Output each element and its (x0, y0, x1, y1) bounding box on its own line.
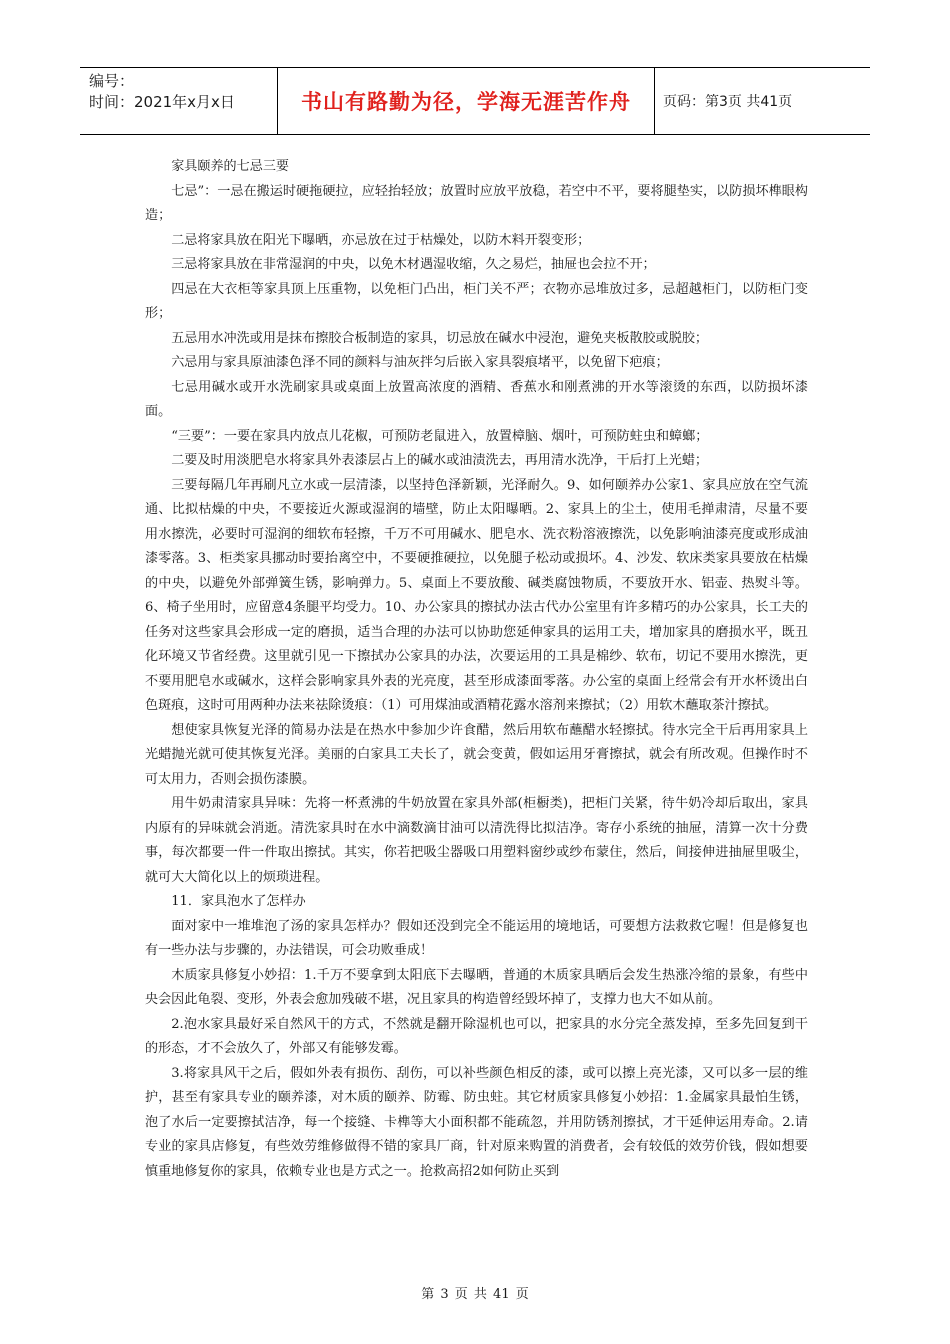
header-meta (80, 68, 278, 134)
paragraph: 面对家中一堆堆泡了汤的家具怎样办？假如还没到完全不能运用的境地话，可要想方法救救它喔！但是修复也有一些办法与步骤的，办法错误，可会功败垂成！ (145, 918, 808, 958)
paragraph: “三要”：一要在家具内放点儿花椒，可预防老鼠进入，放置樟脑、烟叶，可预防蛀虫和蟑螂； (171, 428, 709, 444)
header-motto: 书山有路勤为径，学海无涯苦作舟 (278, 68, 655, 134)
paragraph: 二要及时用淡肥皂水将家具外表漆层占上的碱水或油渍洗去，再用清水洗净，干后打上光蜡； (171, 453, 709, 468)
paragraph: 3.将家具风干之后，假如外表有损伤、刮伤，可以补些颜色相反的漆，或可以擦上亮光漆，又可以多一层的维护，甚至有家具专业的颐养漆，对木质的颐养、防霉、防虫蛀。其它材质家具修复小妙招：1.金属家具最怕生锈，泡了水后一定要擦拭洁净，每一个接缝、卡榫等大小面积都不能疏忽，并用防锈剂擦拭，才干延伸运用寿命。2.请专业的家具店修复，有些效劳维修做得不错的家具厂商，针对原来购置的消费者，会有较低的效劳价钱，假如想要慎重地修复你的家具，依赖专业也是方式之一。抢救高招2如何防止买到 (145, 1065, 808, 1179)
paragraph: 二忌将家具放在阳光下曝晒，亦忌放在过于枯燥处，以防木料开裂变形； (171, 232, 591, 248)
paragraph-title: 家具颐养的七忌三要 (171, 159, 290, 174)
header-page-number: 页码：第3页 共41页 (663, 94, 793, 110)
page-footer: 第 3 页 共 41 页 (421, 1287, 529, 1302)
paragraph: 三要每隔几年再刷凡立水或一层清漆，以坚持色泽新颖，光泽耐久。9、如何颐养办公家1、家具应放在空气流通、比拟枯燥的中央，不要接近火源或湿润的墙壁，防止太阳曝晒。2、家具上的尘土，使用毛掸肃清，尽量不要用水擦洗，必要时可湿润的细软布轻擦，千万不可用碱水、肥皂水、洗衣粉溶液擦洗，以免影响油漆亮度或形成油漆零落。3、柜类家具挪动时要抬离空中，不要硬推硬拉，以免腿子松动或损坏。4、沙发、软床类家具要放在枯燥的中央，以避免外部弹簧生锈，影响弹力。5、桌面上不要放酸、碱类腐蚀物质，不要放开水、铝壶、热熨斗等。6、椅子坐用时，应留意4条腿平均受力。10、办公家具的擦拭办法古代办公室里有许多精巧的办公家具，长工夫的任务对这些家具会形成一定的磨损，适当合理的办法可以协助您延伸家具的运用工夫，增加家具的磨损水平，既丑化环境又节省经费。这里就引见一下擦拭办公家具的办法，次要运用的工具是棉纱、软布，切记不要用水擦洗，更不要用肥皂水或碱水，这样会影响家具外表的光亮度，甚至形成漆面零落。办公室的桌面上经常会有开水杯烫出白色斑痕，这时可用两种办法来祛除烫痕：（1）可用煤油或酒精花露水溶剂来擦拭；（2）用软木蘸取茶汁擦拭。 (145, 477, 808, 713)
paragraph: 用牛奶肃清家具异味：先将一杯煮沸的牛奶放置在家具外部(柜橱类)，把柜门关紧，待牛奶冷却后取出，家具内原有的异味就会消逝。清洗家具时在水中滴数滴甘油可以清洗得比拟洁净。寄存小系统的抽屉，清算一次十分费事，每次都要一件一件取出擦拭。其实，你若把吸尘器吸口用塑料窗纱或纱布蒙住，然后，间接伸进抽屉里吸尘，就可大大简化以上的烦琐进程。 (145, 796, 808, 885)
paragraph: 木质家具修复小妙招：1.千万不要拿到太阳底下去曝晒，普通的木质家具晒后会发生热涨冷缩的景象，有些中央会因此龟裂、变形，外表会愈加残破不堪，况且家具的构造曾经毁坏掉了，支撑力也大不如从前。 (145, 967, 808, 1007)
paragraph: 三忌将家具放在非常湿润的中央，以免木材遇湿收缩，久之易烂，抽屉也会拉不开； (171, 257, 656, 272)
paragraph: 四忌在大衣柜等家具顶上压重物，以免柜门凸出，柜门关不严；衣物亦忌堆放过多，忌超越柜门，以防柜门变形； (145, 281, 808, 321)
paragraph: 2.泡水家具最好采自然风干的方式，不然就是翻开除湿机也可以，把家具的水分完全蒸发掉，至多先回复到干的形态，才不会放久了，外部又有能够发霉。 (145, 1016, 808, 1056)
time-label: 时间：2021年x月x日 (89, 93, 235, 111)
paragraph: 五忌用水冲洗或用是抹布擦胶合板制造的家具，切忌放在碱水中浸泡，避免夹板散胶或脱胶； (171, 330, 709, 346)
paragraph: 七忌用碱水或开水洗刷家具或桌面上放置高浓度的酒精、香蕉水和刚煮沸的开水等滚烫的东西，以防损坏漆面。 (145, 379, 808, 419)
number-label: 编号： (89, 72, 135, 90)
page-header (80, 67, 870, 135)
paragraph: 想使家具恢复光泽的简易办法是在热水中参加少许食醋，然后用软布蘸醋水轻擦拭。待水完全干后再用家具上光蜡抛光就可使其恢复光泽。美丽的白家具工夫长了，就会变黄，假如运用牙膏擦拭，就会有所改观。但操作时不可太用力，否则会损伤漆膜。 (145, 722, 808, 787)
paragraph: 六忌用与家具原油漆色泽不同的颜料与油灰拌匀后嵌入家具裂痕堵平，以免留下疤痕； (171, 355, 669, 370)
section-heading: 11．家具泡水了怎样办 (171, 894, 306, 909)
document-body (145, 155, 808, 1184)
paragraph: 七忌”：一忌在搬运时硬拖硬拉，应轻抬轻放；放置时应放平放稳，若空中不平，要将腿垫实，以防损坏榫眼构造； (145, 183, 808, 223)
